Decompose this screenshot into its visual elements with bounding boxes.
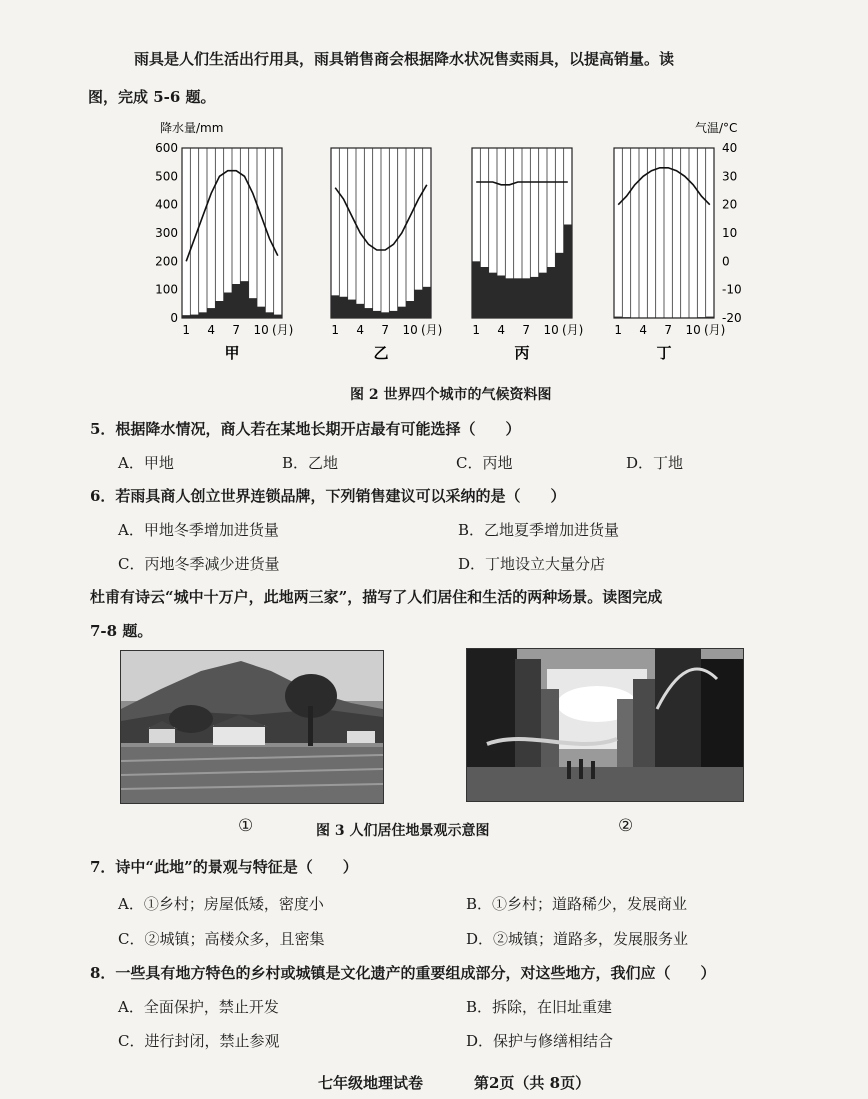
- q6-option-a[interactable]: A．甲地冬季增加进货量: [118, 521, 279, 539]
- month-tick-label: 4: [207, 323, 215, 337]
- q6-option-d[interactable]: D．丁地设立大量分店: [458, 555, 606, 573]
- precip-tick-label: 0: [170, 311, 178, 325]
- month-unit-label: (月): [704, 323, 726, 337]
- month-tick-label: 10: [402, 323, 418, 337]
- q5-option-a[interactable]: A．甲地: [118, 454, 174, 472]
- precip-bar: [497, 276, 505, 319]
- precip-bar: [522, 278, 530, 318]
- precip-bar: [631, 317, 639, 318]
- precip-tick-label: 400: [155, 197, 178, 212]
- city-name-label: 甲: [224, 344, 240, 362]
- q8-option-b[interactable]: B．拆除，在旧址重建: [466, 998, 613, 1016]
- precip-bar: [249, 298, 257, 318]
- intro-line-2: 图，完成 5-6 题。: [88, 88, 216, 106]
- q6-option-b[interactable]: B．乙地夏季增加进货量: [458, 521, 620, 539]
- precip-bar: [406, 301, 414, 318]
- precip-bar: [199, 312, 207, 318]
- month-tick-label: 4: [639, 323, 647, 337]
- precip-bar: [664, 317, 672, 318]
- precip-bar: [614, 317, 622, 318]
- month-tick-label: 1: [182, 323, 190, 337]
- precip-bar: [514, 278, 522, 318]
- city-name-label: 乙: [373, 344, 389, 362]
- q5-option-c[interactable]: C．丙地: [456, 454, 513, 472]
- temp-tick-label: 40: [722, 141, 738, 155]
- precip-bar: [356, 304, 364, 318]
- q6-option-c[interactable]: C．丙地冬季减少进货量: [118, 555, 280, 573]
- month-tick-label: 1: [472, 323, 480, 337]
- footer-page: 第2页（共 8页）: [474, 1074, 591, 1092]
- precip-tick-label: 500: [155, 169, 178, 184]
- figure2-caption: 图 2 世界四个城市的气候资料图: [350, 387, 552, 403]
- q7-option-d[interactable]: D．②城镇；道路多，发展服务业: [466, 930, 689, 948]
- precip-bar: [539, 273, 547, 318]
- q7-option-c[interactable]: C．②城镇；高楼众多，且密集: [118, 930, 325, 948]
- q5-option-b[interactable]: B．乙地: [282, 454, 339, 472]
- precip-bar: [547, 267, 555, 318]
- precip-bar: [207, 308, 215, 318]
- q7-option-a[interactable]: A．①乡村；房屋低矮，密度小: [118, 895, 324, 913]
- q7-stem: 7．诗中“此地”的景观与特征是（ ）: [90, 858, 358, 876]
- precip-tick-label: 300: [155, 226, 178, 240]
- precip-bar: [647, 317, 655, 318]
- temp-tick-label: -20: [722, 311, 742, 325]
- intro-line-1: 雨具是人们生活出行用具，雨具销售商会根据降水状况售卖雨具，以提高销量。读: [134, 50, 675, 68]
- precip-bar: [697, 317, 705, 318]
- month-unit-label: (月): [272, 323, 294, 337]
- precip-bar: [257, 307, 265, 318]
- q7-option-b[interactable]: B．①乡村；道路稀少，发展商业: [466, 895, 688, 913]
- precip-bar: [505, 278, 513, 318]
- month-tick-label: 7: [664, 323, 672, 337]
- figure3-caption: 图 3 人们居住地景观示意图: [316, 823, 490, 839]
- month-tick-label: 10: [543, 323, 559, 337]
- precip-bar: [656, 317, 664, 318]
- month-tick-label: 4: [497, 323, 505, 337]
- precip-bar: [480, 267, 488, 318]
- precip-bar: [472, 261, 480, 318]
- precip-bar: [414, 290, 422, 318]
- precip-bar: [398, 307, 406, 318]
- precip-bar: [215, 301, 223, 318]
- precip-bar: [564, 225, 572, 319]
- precip-bar: [274, 315, 282, 318]
- precip-bar: [489, 273, 497, 318]
- q8-option-a[interactable]: A．全面保护，禁止开发: [118, 998, 279, 1016]
- precip-bar: [555, 253, 563, 318]
- precip-bar: [224, 293, 232, 319]
- precip-bar: [364, 308, 372, 318]
- precip-bar: [232, 284, 240, 318]
- month-tick-label: 7: [232, 323, 240, 337]
- month-tick-label: 1: [331, 323, 339, 337]
- figure3-label-1: ①: [238, 816, 254, 836]
- precip-bar: [190, 315, 198, 318]
- month-tick-label: 7: [522, 323, 530, 337]
- climate-chart-figure: [150, 118, 750, 378]
- precip-bar: [331, 295, 339, 318]
- rural-landscape-photo: [120, 650, 384, 804]
- precip-bar: [265, 312, 273, 318]
- month-tick-label: 4: [356, 323, 364, 337]
- precip-tick-label: 600: [155, 141, 178, 155]
- climate-chart-svg: [150, 118, 750, 378]
- temp-tick-label: -10: [722, 282, 742, 297]
- precip-bar: [639, 317, 647, 318]
- q6-stem: 6．若雨具商人创立世界连锁品牌，下列销售建议可以采纳的是（ ）: [90, 487, 566, 505]
- temp-axis-title: 气温/°C: [695, 121, 738, 135]
- precip-bar: [681, 317, 689, 318]
- urban-landscape-photo: [466, 648, 744, 802]
- footer-subject: 七年级地理试卷: [318, 1074, 424, 1092]
- precip-bar: [373, 311, 381, 318]
- precip-bar: [672, 317, 680, 318]
- month-tick-label: 10: [253, 323, 269, 337]
- temp-tick-label: 0: [722, 254, 730, 269]
- precip-bar: [389, 311, 397, 318]
- temp-tick-label: 10: [722, 226, 738, 240]
- month-tick-label: 10: [685, 323, 701, 337]
- precip-bar: [240, 281, 248, 318]
- temp-tick-label: 30: [722, 169, 738, 184]
- precip-bar: [381, 312, 389, 318]
- q8-option-c[interactable]: C．进行封闭，禁止参观: [118, 1032, 280, 1050]
- precip-tick-label: 100: [155, 282, 178, 297]
- precip-bar: [339, 297, 347, 318]
- precip-bar: [706, 317, 714, 318]
- figure3-label-2: ②: [618, 816, 634, 836]
- q8-option-d[interactable]: D．保护与修缮相结合: [466, 1032, 614, 1050]
- intro2-line-1: 杜甫有诗云“城中十万户，此地两三家”，描写了人们居住和生活的两种场景。读图完成: [90, 588, 663, 606]
- q5-option-d[interactable]: D．丁地: [626, 454, 684, 472]
- city-name-label: 丙: [514, 344, 530, 362]
- precip-tick-label: 200: [155, 254, 178, 269]
- precip-bar: [423, 287, 431, 318]
- month-tick-label: 1: [614, 323, 622, 337]
- month-tick-label: 7: [381, 323, 389, 337]
- precip-axis-title: 降水量/mm: [160, 121, 224, 135]
- precip-bar: [530, 277, 538, 318]
- precip-bar: [182, 315, 190, 318]
- precip-bar: [348, 300, 356, 318]
- precip-bar: [689, 317, 697, 318]
- intro2-line-2: 7-8 题。: [90, 622, 153, 640]
- precip-bar: [622, 317, 630, 318]
- q5-stem: 5．根据降水情况，商人若在某地长期开店最有可能选择（ ）: [90, 420, 521, 438]
- month-unit-label: (月): [562, 323, 584, 337]
- q8-stem: 8．一些具有地方特色的乡村或城镇是文化遗产的重要组成部分，对这些地方，我们应（ ）: [90, 964, 716, 982]
- month-unit-label: (月): [421, 323, 443, 337]
- temp-tick-label: 20: [722, 197, 738, 212]
- city-name-label: 丁: [656, 344, 672, 362]
